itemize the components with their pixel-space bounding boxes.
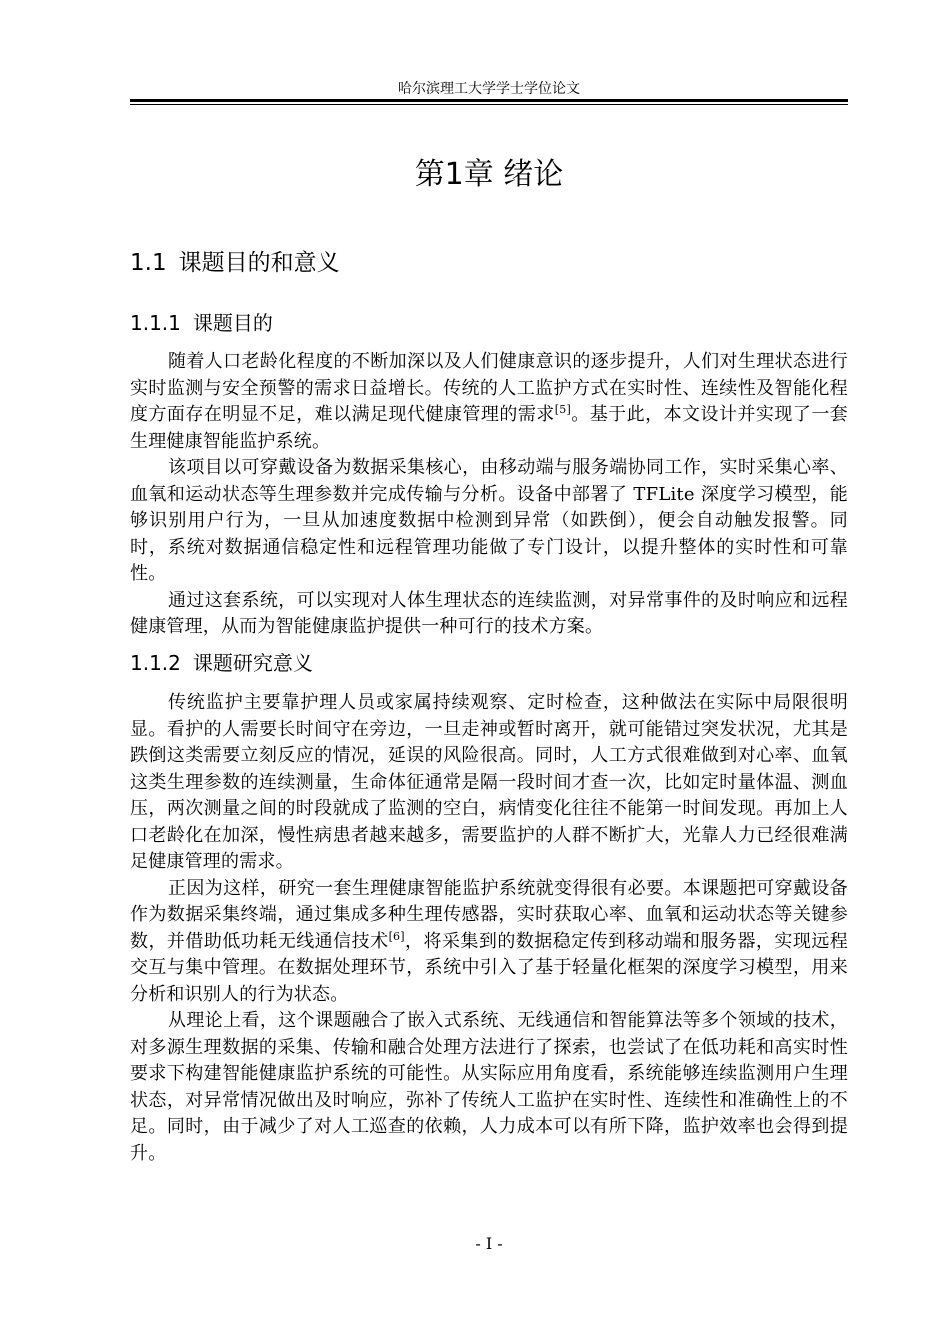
paragraph [130,876,848,1009]
section-heading-1-1 [130,247,340,279]
subsection-heading-1-1-2 [130,649,313,677]
paragraph-text: 从理论上看，这个课题融合了嵌入式系统、无线通信和智能算法等多个领域的技术，对多源生理数据的采集、传输和融合处理方法进行了探索，也尝试了在低功耗和高实时性要求下构建智能健康监护系统的可能性。从实际应用角度看，系统能够连续监测用户生理状态，对异常情况做出及时响应，弥补了传统人工监护在实时性、连续性和准确性上的不足。同时，由于减少了对人工巡查的依赖，人力成本可以有所下降，监护效率也会得到提升。 [130,1010,848,1164]
paragraph-text: 正因为这样，研究一套生理健康智能监护系统就变得很有必要。本课题把可穿戴设备作为数据采集终端，通过集成多种生理传感器，实时获取心率、血氧和运动状态等关键参数，并借助低功耗无线通信技术 [130,877,848,952]
subsection-body-1-1-2 [130,690,848,1167]
chapter-title: 第1章 绪论 [414,157,564,192]
paragraph [130,588,848,641]
header-rule-thin [130,104,848,105]
paragraph-text: 通过这套系统，可以实现对人体生理状态的连续监测，对异常事件的及时响应和远程健康管理，从而为智能健康监护提供一种可行的技术方案。 [130,589,848,637]
subsection-heading-1-1-1 [130,309,273,337]
paragraph-text-tail: ，将采集到的数据稳定传到移动端和服务器，实现远程交互与集中管理。在数据处理环节，系统中引入了基于轻量化框架的深度学习模型，用来分析和识别人的行为状态。 [130,930,848,1005]
paragraph-text-tail: 。基于此，本文设计并实现了一套生理健康智能监护系统。 [130,404,848,452]
page-number: - I - [475,1234,503,1253]
section-title: 课题目的和意义 [178,250,340,276]
paragraph-text: 随着人口老龄化程度的不断加深以及人们健康意识的逐步提升，人们对生理状态进行实时监测与安全预警的需求日益增长。传统的人工监护方式在实时性、连续性及智能化程度方面存在明显不足，难以满足现代健康管理的需求 [130,351,848,425]
paragraph [130,455,848,588]
section-number: 1.1 [130,250,167,276]
paragraph [130,1008,848,1167]
subsection-title: 课题目的 [192,311,273,335]
header-rule-thick [130,99,848,102]
running-header: 哈尔滨理工大学学士学位论文 [398,81,580,97]
citation: [5] [554,403,571,416]
subsection-body-1-1-1 [130,349,848,641]
citation: [6] [388,929,405,943]
paragraph-text: 该项目以可穿戴设备为数据采集核心，由移动端与服务端协同工作，实时采集心率、血氧和运动状态等生理参数并完成传输与分析。设备中部署了 TFLite 深度学习模型，能够识别用户行为，一旦从加速度数据中检测到异常（如跌倒），便会自动触发报警。同时，系统对数据通信稳定性和远程管理功能做了专门设计，以提升整体的实时性和可靠性。 [130,457,848,584]
subsection-number: 1.1.1 [130,311,181,335]
subsection-title: 课题研究意义 [192,651,313,675]
subsection-number: 1.1.2 [130,651,181,675]
paragraph [130,690,848,876]
paragraph [130,349,848,455]
paragraph-text: 传统监护主要靠护理人员或家属持续观察、定时检查，这种做法在实际中局限很明显。看护的人需要长时间守在旁边，一旦走神或暂时离开，就可能错过突发状况，尤其是跌倒这类需要立刻反应的情况，延误的风险很高。同时，人工方式很难做到对心率、血氧这类生理参数的连续测量，生命体征通常是隔一段时间才查一次，比如定时量体温、测血压，两次测量之间的时段就成了监测的空白，病情变化往往不能第一时间发现。再加上人口老龄化在加深，慢性病患者越来越多，需要监护的人群不断扩大，光靠人力已经很难满足健康管理的需求。 [130,692,848,872]
